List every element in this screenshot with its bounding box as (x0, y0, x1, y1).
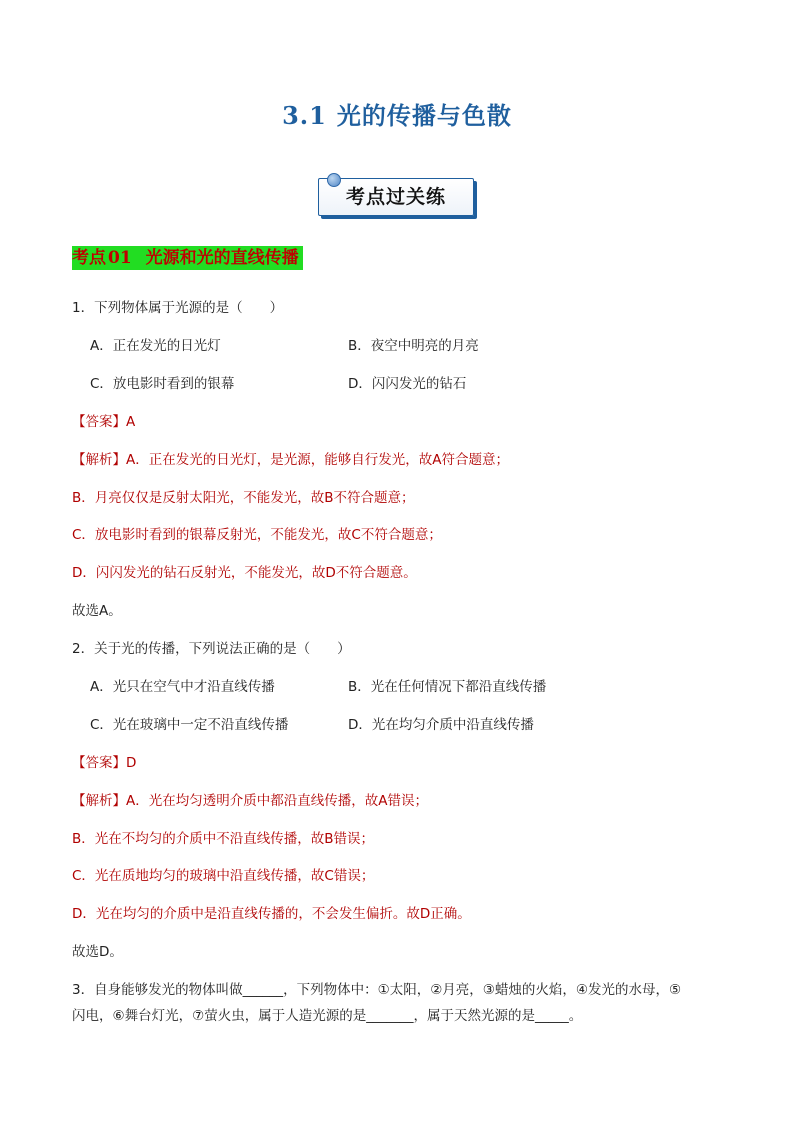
question-1-stem: 1．下列物体属于光源的是（ ） (72, 300, 284, 316)
page-title (0, 96, 794, 131)
question-3-line-2: 闪电，⑥舞台灯光，⑦萤火虫，属于人造光源的是_______，属于天然光源的是_____。 (72, 1008, 583, 1024)
question-1-analysis-1 (72, 448, 509, 468)
question-1-analysis-4: D．闪闪发光的钻石反射光，不能发光，故D不符合题意。 (72, 565, 417, 581)
question-1-option-b: B．夜空中明亮的月亮 (348, 338, 479, 354)
question-1-analysis-3: C．放电影时看到的银幕反射光，不能发光，故C不符合题意； (72, 527, 442, 543)
question-1-option-d: D．闪闪发光的钻石 (348, 376, 467, 392)
section-badge (318, 178, 474, 216)
analysis-text: A．光在均匀透明介质中都沿直线传播，故A错误； (126, 793, 428, 809)
answer-tag: 【答案】 (72, 414, 126, 430)
section-label: 考点 (72, 248, 106, 268)
question-2-analysis-3: C．光在质地均匀的玻璃中沿直线传播，故C错误； (72, 868, 375, 884)
question-1-option-a: A．正在发光的日光灯 (90, 338, 221, 354)
analysis-tag: 【解析】 (72, 793, 126, 809)
badge-label: 考点过关练 (345, 186, 446, 208)
answer-value: A (126, 414, 136, 430)
question-2-answer (72, 751, 136, 771)
answer-value: D (126, 755, 137, 771)
answer-tag: 【答案】 (72, 755, 126, 771)
section-heading (72, 246, 303, 270)
question-1-option-c: C．放电影时看到的银幕 (90, 376, 235, 392)
question-2-option-c: C．光在玻璃中一定不沿直线传播 (90, 717, 289, 733)
title-text: 光的传播与色散 (336, 102, 512, 130)
question-1-answer (72, 410, 135, 430)
question-2-analysis-2: B．光在不均匀的介质中不沿直线传播，故B错误； (72, 831, 375, 847)
section-title: 光源和光的直线传播 (145, 248, 299, 268)
question-2-option-b: B．光在任何情况下都沿直线传播 (348, 679, 547, 695)
question-2-analysis-4: D．光在均匀的介质中是沿直线传播的，不会发生偏折。故D正确。 (72, 906, 471, 922)
question-2-analysis-1 (72, 789, 428, 809)
question-2-option-a: A．光只在空气中才沿直线传播 (90, 679, 275, 695)
question-3-line-1: 3．自身能够发光的物体叫做______，下列物体中：①太阳，②月亮，③蜡烛的火焰，④发光的水母，⑤ (72, 982, 682, 998)
question-2-stem: 2．关于光的传播，下列说法正确的是（ ） (72, 641, 351, 657)
analysis-text: A．正在发光的日光灯，是光源，能够自行发光，故A符合题意； (126, 452, 509, 468)
title-number: 3.1 (282, 101, 327, 130)
section-number: 01 (108, 248, 132, 268)
analysis-tag: 【解析】 (72, 452, 126, 468)
question-2-conclusion: 故选D。 (72, 944, 123, 960)
question-1-analysis-2: B．月亮仅仅是反射太阳光，不能发光，故B不符合题意； (72, 490, 415, 506)
question-2-option-d: D．光在均匀介质中沿直线传播 (348, 717, 534, 733)
question-1-conclusion: 故选A。 (72, 603, 122, 619)
